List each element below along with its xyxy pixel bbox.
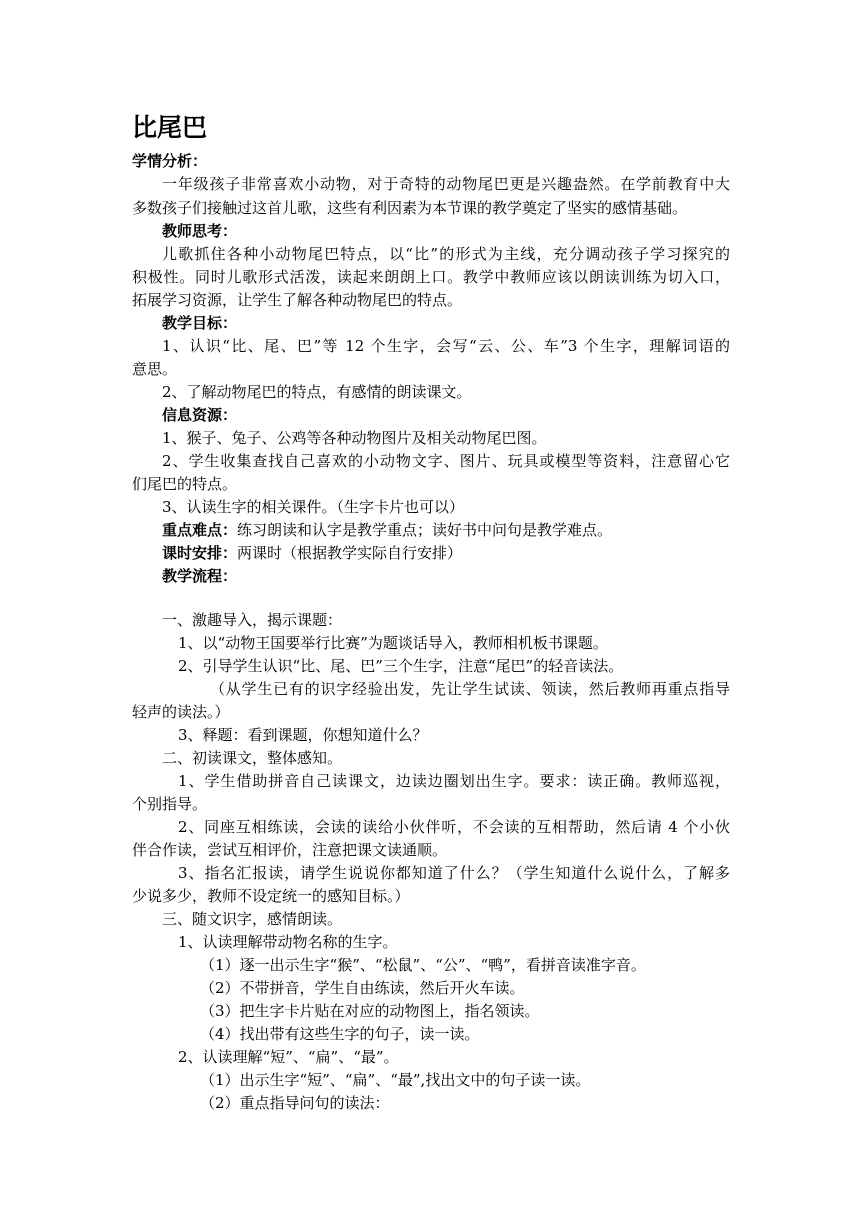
paragraph-line: 们尾巴的特点。 bbox=[132, 475, 238, 493]
list-item: （1）出示生字“短”、“扁”、“最”,找出文中的句子读一读。 bbox=[200, 1071, 591, 1089]
paragraph-line: 2、引导学生认识“比、尾、巴”三个生字，注意“尾巴”的轻音读法。 bbox=[178, 657, 624, 675]
paragraph-line: 个别指导。 bbox=[132, 795, 208, 813]
paragraph-line: 1、认读理解带动物名称的生字。 bbox=[178, 933, 398, 951]
paragraph-line: 2、认读理解“短”、“扁”、“最”。 bbox=[178, 1048, 399, 1066]
section-heading: 一、激趣导入，揭示课题： bbox=[162, 611, 343, 629]
document-title: 比尾巴 bbox=[132, 113, 208, 142]
paragraph-line: 2、同座互相练读，会读的读给小伙伴听，不会读的互相帮助，然后请 4 个小伙 bbox=[178, 818, 730, 836]
paragraph-line: 2、学生收集查找自己喜欢的小动物文字、图片、玩具或模型等资料，注意留心它 bbox=[162, 452, 730, 470]
heading-teacher-thinking: 教师思考： bbox=[162, 222, 238, 240]
list-item: （1）逐一出示生字“猴”、“松鼠”、“公”、“鸭”，看拼音读准字音。 bbox=[200, 956, 646, 974]
paragraph-line: 意思。 bbox=[132, 360, 178, 378]
list-item: （2）不带拼音，学生自由练读，然后开火车读。 bbox=[200, 979, 525, 997]
key-points-label: 重点难点： bbox=[162, 521, 238, 539]
schedule-text: 两课时（根据教学实际自行安排） bbox=[237, 544, 463, 562]
heading-info-resources: 信息资源： bbox=[162, 406, 238, 424]
paragraph-line: 拓展学习资源，让学生了解各种动物尾巴的特点。 bbox=[132, 291, 463, 309]
section-heading: 二、初读课文，整体感知。 bbox=[162, 749, 343, 767]
heading-teaching-goals: 教学目标： bbox=[162, 314, 238, 332]
schedule-label: 课时安排： bbox=[162, 544, 238, 562]
list-item: （2）重点指导问句的读法： bbox=[200, 1094, 390, 1112]
paragraph-line: 3、释题：看到课题，你想知道什么？ bbox=[178, 726, 428, 744]
paragraph-line: 一年级孩子非常喜欢小动物，对于奇特的动物尾巴更是兴趣盎然。在学前教育中大 bbox=[162, 175, 730, 193]
paragraph-line: 少说多少，教师不设定统一的感知目标。） bbox=[132, 887, 410, 905]
paragraph-line: 1、学生借助拼音自己读课文，边读边圈划出生字。要求：读正确。教师巡视， bbox=[178, 772, 730, 790]
section-heading: 三、随文识字，感情朗读。 bbox=[162, 910, 343, 928]
list-item: （4）找出带有这些生字的句子，读一读。 bbox=[200, 1025, 480, 1043]
list-item: （3）把生字卡片贴在对应的动物图上，指名领读。 bbox=[200, 1002, 540, 1020]
paragraph-line: 积极性。同时儿歌形式活泼，读起来朗朗上口。教学中教师应该以朗读训练为切入口， bbox=[132, 268, 730, 286]
paragraph-line: 1、以“动物王国要举行比赛”为题谈话导入，教师相机板书课题。 bbox=[178, 634, 608, 652]
paragraph-line: 1、认识“比、尾、巴”等 12 个生字，会写“云、公、车”3 个生字，理解词语的 bbox=[162, 337, 730, 355]
paragraph-line: 多数孩子们接触过这首儿歌，这些有利因素为本节课的教学奠定了坚实的感情基础。 bbox=[132, 199, 688, 217]
paragraph-line: 3、指名汇报读，请学生说说你都知道了什么？（学生知道什么说什么，了解多 bbox=[178, 864, 730, 882]
key-points-line bbox=[162, 520, 612, 540]
heading-teaching-process: 教学流程： bbox=[162, 567, 238, 585]
heading-situation: 学情分析： bbox=[132, 152, 208, 170]
paragraph-line: 1、猴子、兔子、公鸡等各种动物图片及相关动物尾巴图。 bbox=[162, 429, 547, 447]
paragraph-line: 儿歌抓住各种小动物尾巴特点，以“比”的形式为主线，充分调动孩子学习探究的 bbox=[162, 245, 730, 263]
paragraph-line: 3、认读生字的相关课件。（生字卡片也可以） bbox=[162, 498, 465, 516]
schedule-line bbox=[162, 543, 462, 563]
paragraph-line: （从学生已有的识字经验出发，先让学生试读、领读，然后教师再重点指导 bbox=[210, 680, 730, 698]
paragraph-line: 2、了解动物尾巴的特点，有感情的朗读课文。 bbox=[162, 383, 472, 401]
key-points-text: 练习朗读和认字是教学重点；读好书中问句是教学难点。 bbox=[237, 521, 613, 539]
paragraph-line: 伴合作读，尝试互相评价，注意把课文读通顺。 bbox=[132, 841, 448, 859]
paragraph-line: 轻声的读法。） bbox=[132, 703, 230, 721]
